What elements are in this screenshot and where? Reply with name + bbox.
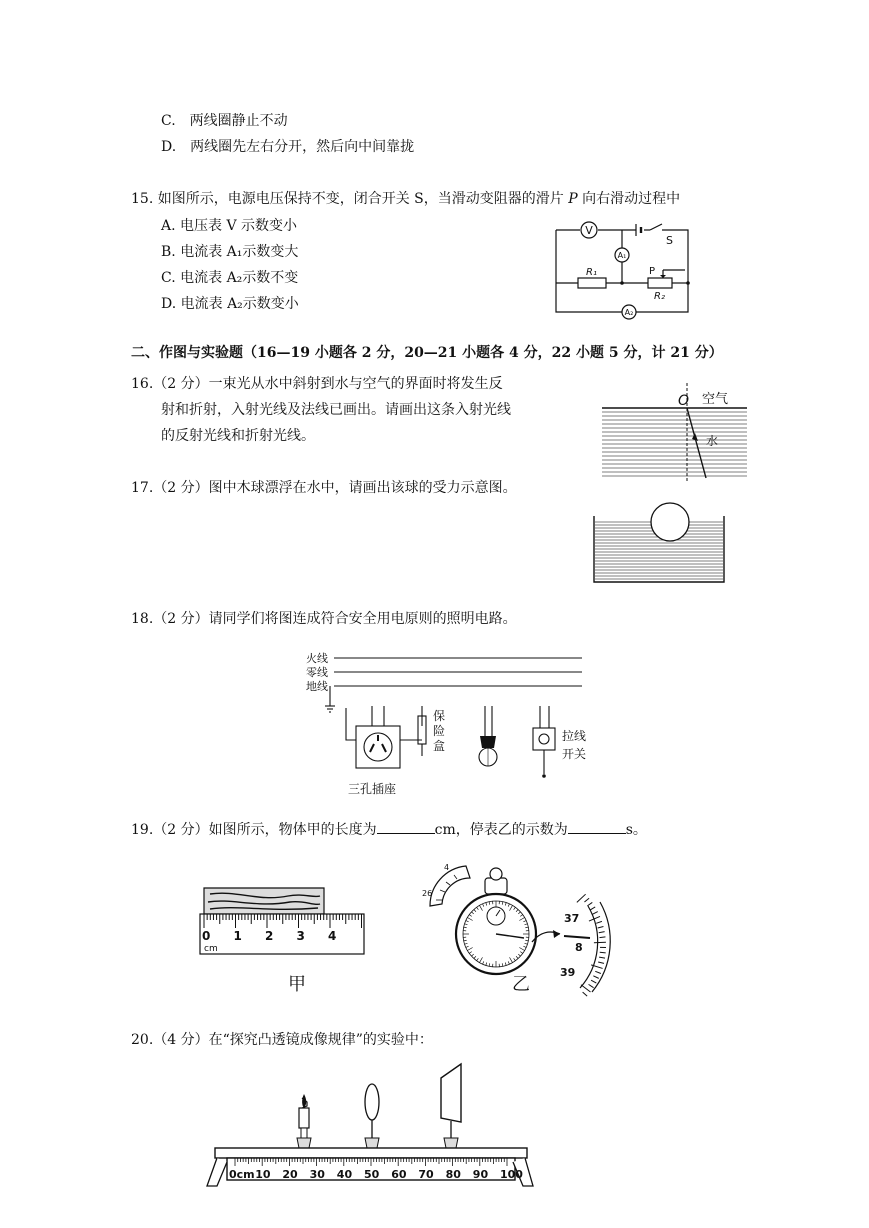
bench-tick-label: 30 — [309, 1168, 325, 1181]
q14-option-d: D. 两线圈先左右分开，然后向中间靠拢 — [161, 139, 415, 155]
fuse-box-label-3: 盒 — [433, 739, 446, 753]
fuse-box-label-2: 险 — [433, 724, 446, 738]
bench-tick-label: 10 — [255, 1168, 271, 1181]
figure-jia-label: 甲 — [288, 974, 306, 995]
q19-text: 19.（2 分）如图所示，物体甲的长度为 cm，停表乙的示数为 s。 — [131, 822, 647, 838]
ammeter-a1-label: A₁ — [617, 251, 627, 260]
bench-tick-label: 100 — [500, 1168, 523, 1181]
q16-refraction-diagram — [602, 383, 747, 483]
q16-line-2: 射和折射，入射光线及法线已画出。请画出这条入射光线 — [161, 402, 511, 418]
voltmeter-label: V — [585, 224, 593, 237]
water-label: 水 — [706, 434, 719, 448]
q19-blank-length[interactable] — [377, 821, 435, 834]
bench-tick-label: 70 — [418, 1168, 434, 1181]
dial-label-8: 8 — [575, 941, 583, 954]
live-wire-label: 火线 — [306, 652, 328, 665]
fuse-box-label-1: 保 — [433, 709, 446, 723]
ruler-tick-label: 1 — [233, 929, 242, 943]
ruler-tick-label: 2 — [265, 929, 274, 943]
q15-option-a: A. 电压表 V 示数变小 — [161, 218, 298, 234]
ruler-tick-label: 4 — [328, 929, 337, 943]
q18-text: 18.（2 分）请同学们将图连成符合安全用电原则的照明电路。 — [131, 611, 517, 627]
q19-ruler-diagram — [198, 888, 366, 998]
q15-option-c: C. 电流表 A₂示数不变 — [161, 270, 299, 286]
air-label: 空气 — [702, 392, 729, 407]
section-2-heading: 二、作图与实验题（16—19 小题各 2 分，20—21 小题各 4 分，22 小题 5 分，计 21 分） — [131, 345, 723, 361]
q14-option-c: C. 两线圈静止不动 — [161, 113, 288, 129]
ammeter-a2-label: A₂ — [624, 308, 634, 317]
figure-yi-label: 乙 — [512, 974, 530, 995]
small-dial-label-4: 4 — [444, 863, 450, 872]
bench-tick-label: 80 — [445, 1168, 461, 1181]
switch-label: S — [666, 234, 673, 247]
pull-switch-label-1: 拉线 — [562, 729, 587, 743]
q20-text: 20.（4 分）在“探究凸透镜成像规律”的实验中： — [131, 1032, 433, 1048]
ruler-tick-label: 0 — [202, 929, 211, 943]
resistor-r2-label: R₂ — [654, 291, 665, 302]
q18-household-circuit-diagram — [300, 648, 590, 800]
q16-line-3: 的反射光线和折射光线。 — [161, 428, 315, 444]
small-dial-label-26: 26 — [422, 889, 433, 898]
q15-option-b: B. 电流表 A₁示数变大 — [161, 244, 299, 260]
ruler-unit-label: cm — [204, 944, 218, 954]
bench-label-0cm: 0cm — [229, 1168, 255, 1181]
bench-tick-label: 60 — [391, 1168, 407, 1181]
dial-label-39: 39 — [560, 966, 576, 979]
dial-label-37: 37 — [564, 912, 580, 925]
q19-stopwatch-diagram — [420, 860, 610, 1000]
slider-label: P — [649, 266, 656, 277]
ground-wire-label: 地线 — [306, 680, 328, 693]
q19-blank-time[interactable] — [568, 821, 626, 834]
q15-option-d: D. 电流表 A₂示数变小 — [161, 296, 299, 312]
q16-line-1: 16.（2 分）一束光从水中斜射到水与空气的界面时将发生反 — [131, 376, 503, 392]
q15-stem: 15. 如图所示，电源电压保持不变，闭合开关 S，当滑动变阻器的滑片 P 向右滑动过程中 — [131, 191, 681, 207]
bench-tick-label: 50 — [364, 1168, 380, 1181]
socket-label: 三孔插座 — [348, 782, 397, 796]
bench-tick-label: 90 — [472, 1168, 489, 1181]
q17-floating-ball-diagram — [590, 500, 730, 584]
resistor-r1-label: R₁ — [586, 267, 597, 278]
bench-tick-label: 20 — [282, 1168, 298, 1181]
q17-text: 17.（2 分）图中木球漂浮在水中，请画出该球的受力示意图。 — [131, 480, 517, 496]
q15-circuit-diagram — [550, 218, 700, 330]
q20-optical-bench-diagram — [205, 1064, 535, 1194]
pull-switch-label-2: 开关 — [562, 747, 587, 761]
neutral-wire-label: 零线 — [306, 666, 328, 679]
point-o-label: O — [678, 393, 690, 409]
ruler-tick-label: 3 — [296, 929, 305, 943]
bench-tick-label: 40 — [336, 1168, 353, 1181]
